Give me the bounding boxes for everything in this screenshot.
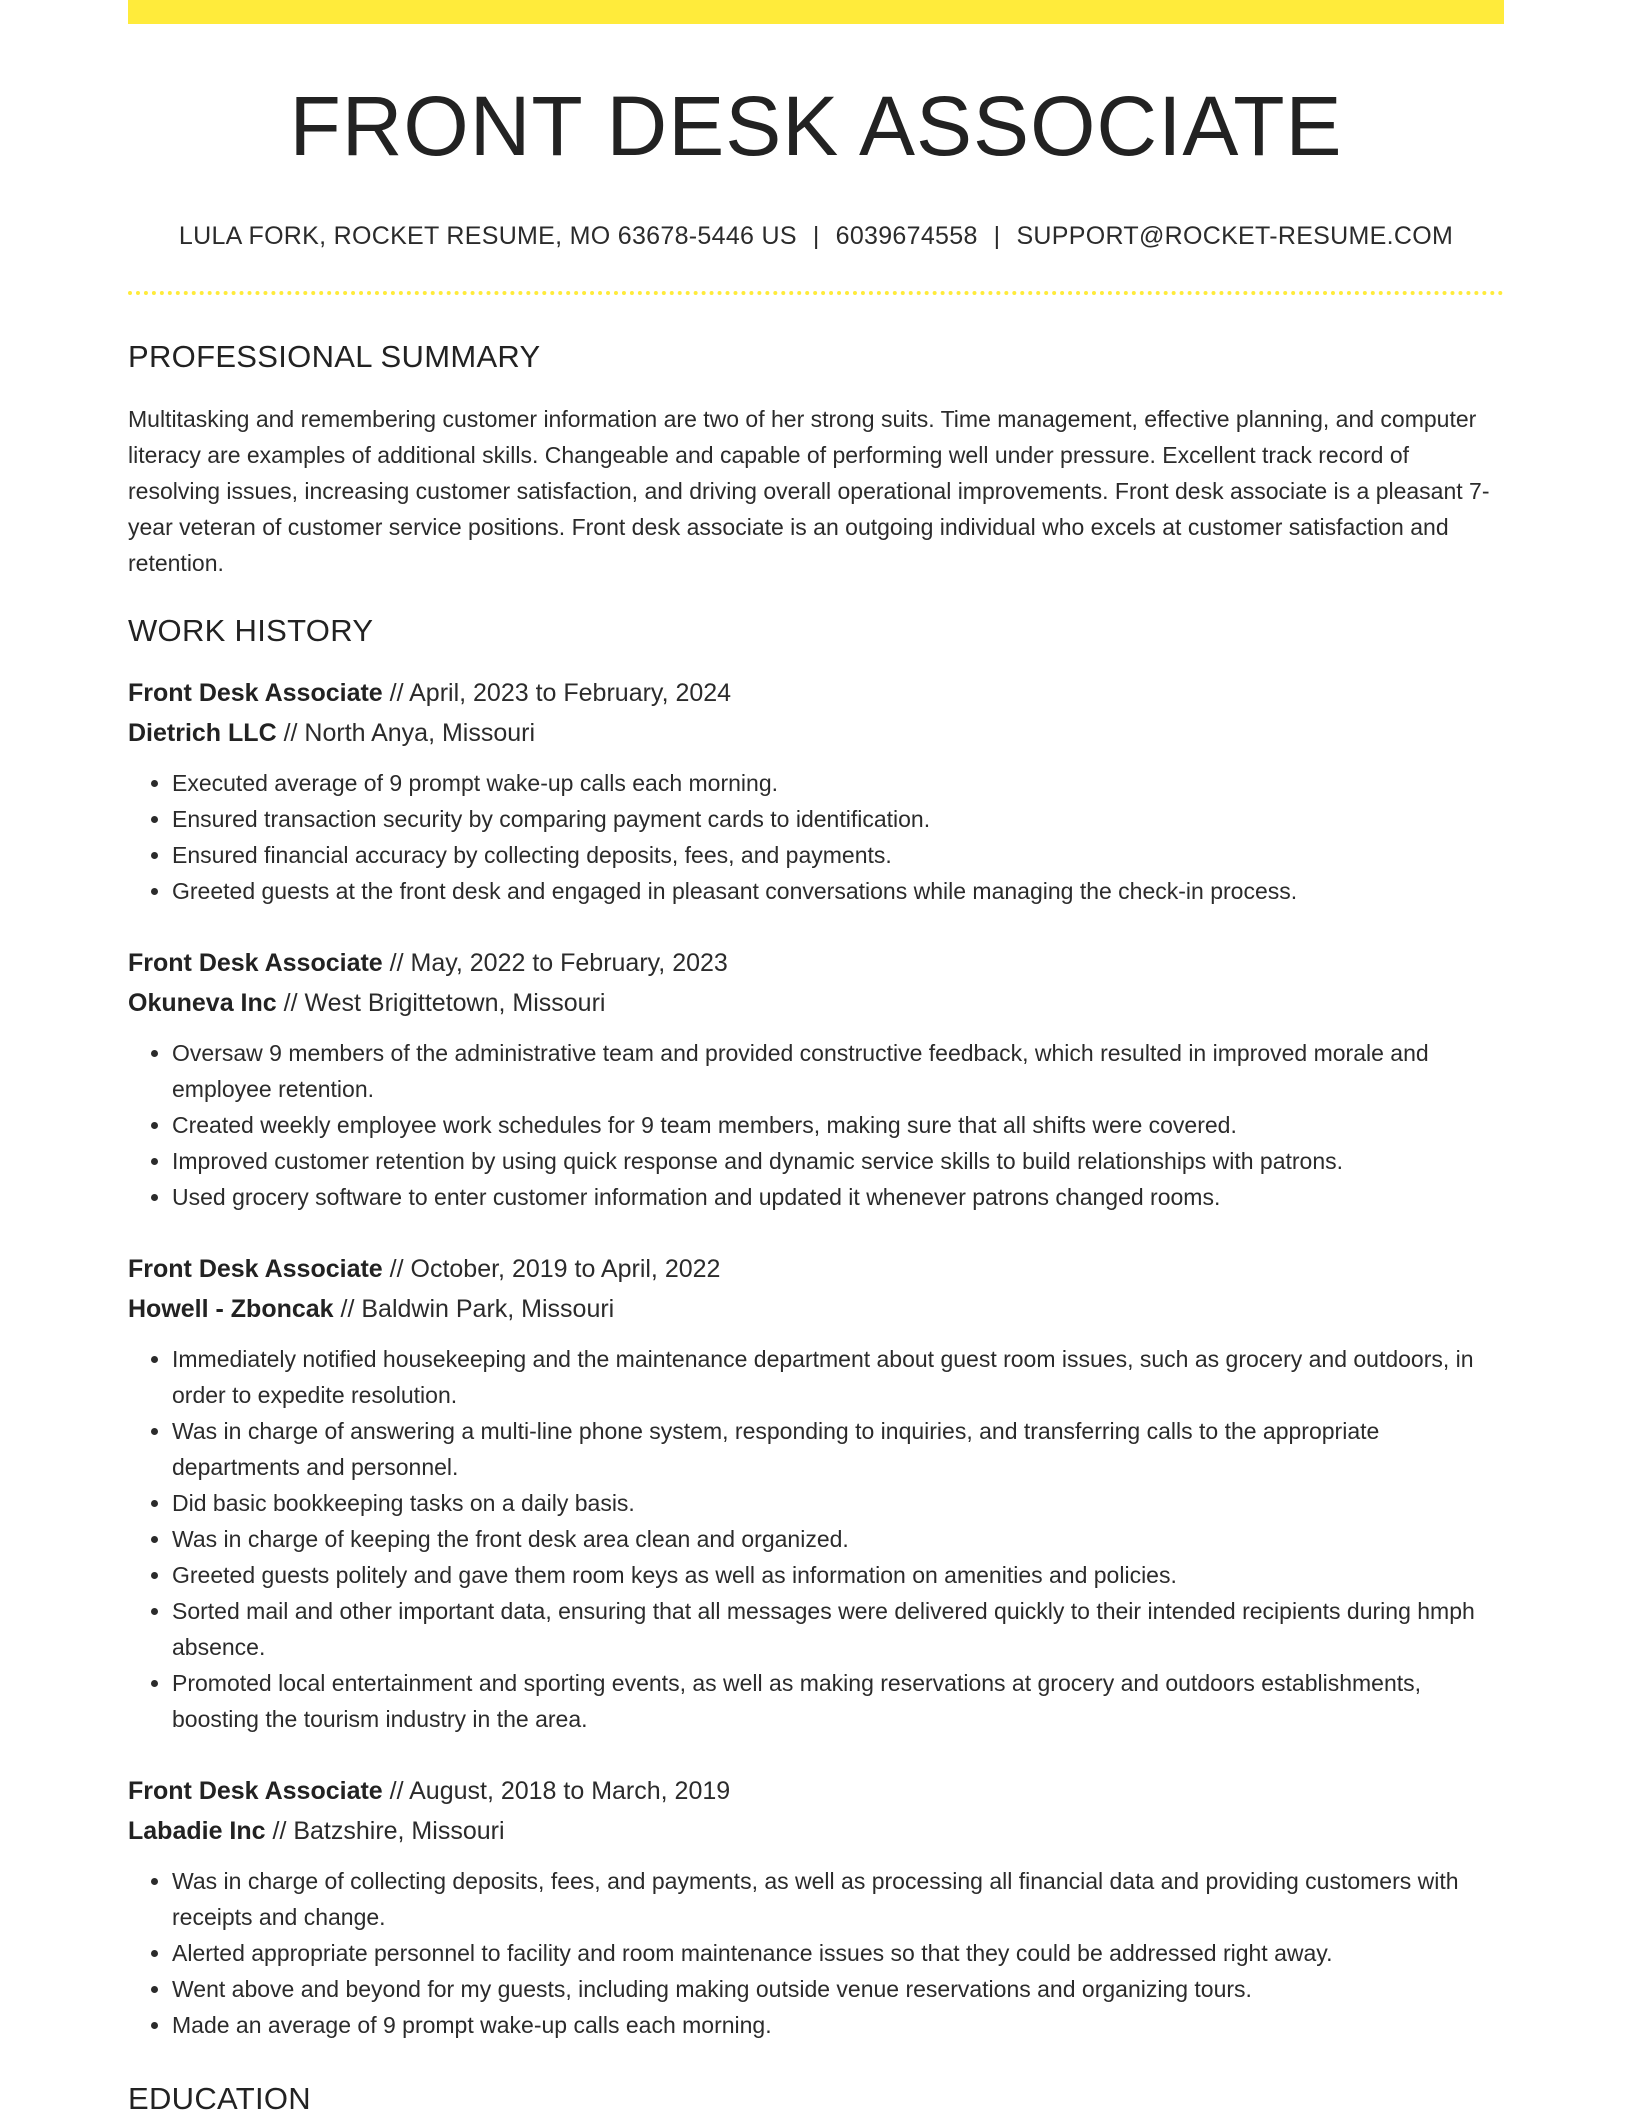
job-dates: // August, 2018 to March, 2019	[382, 1777, 731, 1806]
job-title-line	[128, 1771, 1504, 1811]
job-bullet: • Ensured transaction security by comparing payment cards to identification.	[172, 801, 1504, 837]
job-dates: // April, 2023 to February, 2024	[382, 679, 732, 708]
job-bullet: • Immediately notified housekeeping and the maintenance department about guest room issues, such as grocery and outdoors, in order to expedite resolution.	[172, 1341, 1504, 1413]
job-title-line	[128, 943, 1504, 983]
job-entry	[128, 1249, 1504, 1737]
job-bullet: • Was in charge of collecting deposits, fees, and payments, as well as processing all financial data and providing customers with receipts and change.	[172, 1863, 1504, 1935]
job-bullet: • Was in charge of answering a multi-line phone system, responding to inquiries, and transferring calls to the appropriate departments and personnel.	[172, 1413, 1504, 1485]
job-bullet: • Ensured financial accuracy by collecting deposits, fees, and payments.	[172, 837, 1504, 873]
job-location: // Baldwin Park, Missouri	[333, 1295, 615, 1324]
job-bullet: • Greeted guests at the front desk and engaged in pleasant conversations while managing the check-in process.	[172, 873, 1504, 909]
contact-address: LULA FORK, ROCKET RESUME, MO 63678-5446 US	[178, 222, 797, 251]
job-title: Front Desk Associate	[128, 1255, 383, 1284]
job-title: Front Desk Associate	[128, 679, 383, 708]
job-entry	[128, 673, 1504, 909]
job-bullet: • Alerted appropriate personnel to facility and room maintenance issues so that they could be addressed right away.	[172, 1935, 1504, 1971]
job-bullet: • Used grocery software to enter customer information and updated it whenever patrons changed rooms.	[172, 1179, 1504, 1215]
contact-email: SUPPORT@ROCKET-RESUME.COM	[1016, 222, 1454, 251]
job-company-line	[128, 1811, 1504, 1851]
job-title: Front Desk Associate	[128, 949, 383, 978]
job-company: Labadie Inc	[128, 1817, 266, 1846]
job-location: // Batzshire, Missouri	[265, 1817, 505, 1846]
job-company: Okuneva Inc	[128, 989, 277, 1018]
contact-separator: |	[993, 222, 1001, 251]
job-entry	[128, 943, 1504, 1215]
job-bullet: • Improved customer retention by using quick response and dynamic service skills to build relationships with patrons.	[172, 1143, 1504, 1179]
contact-separator: |	[812, 222, 820, 251]
job-entry	[128, 1771, 1504, 2043]
job-bullet: • Oversaw 9 members of the administrative team and provided constructive feedback, which resulted in improved morale and employee retention.	[172, 1035, 1504, 1107]
job-dates: // May, 2022 to February, 2023	[382, 949, 728, 978]
job-bullets	[128, 1341, 1504, 1737]
job-location: // West Brigittetown, Missouri	[276, 989, 606, 1018]
contact-line	[128, 222, 1504, 251]
job-bullet: • Greeted guests politely and gave them room keys as well as information on amenities and policies.	[172, 1557, 1504, 1593]
job-company-line	[128, 1289, 1504, 1329]
work-history-heading: WORK HISTORY	[128, 613, 374, 649]
job-title-line	[128, 673, 1504, 713]
summary-text: Multitasking and remembering customer information are two of her strong suits. Time management, effective planning, and computer literacy are examples of additional skills. Changeable and capable of performing well under pressure. Excellent track record of resolving issues, increasing customer satisfaction, and driving overall operational improvements. Front desk associate is a pleasant 7-year veteran of customer service positions. Front desk associate is an outgoing individual who excels at customer satisfaction and retention.	[128, 406, 1490, 577]
job-bullet: • Sorted mail and other important data, ensuring that all messages were delivered quickly to their intended recipients during hmph absence.	[172, 1593, 1504, 1665]
dotted-divider	[128, 291, 1504, 295]
job-company-line	[128, 983, 1504, 1023]
job-dates: // October, 2019 to April, 2022	[382, 1255, 721, 1284]
summary-heading: PROFESSIONAL SUMMARY	[128, 339, 541, 375]
job-title-line	[128, 1249, 1504, 1289]
job-bullet: • Created weekly employee work schedules for 9 team members, making sure that all shifts were covered.	[172, 1107, 1504, 1143]
job-bullets	[128, 1863, 1504, 2043]
job-company: Howell - Zboncak	[128, 1295, 334, 1324]
job-company-line	[128, 713, 1504, 753]
job-bullet: • Promoted local entertainment and sporting events, as well as making reservations at grocery and outdoors establishments, boosting the tourism industry in the area.	[172, 1665, 1504, 1737]
contact-phone: 6039674558	[835, 222, 978, 251]
job-location: // North Anya, Missouri	[276, 719, 536, 748]
job-bullet: • Did basic bookkeeping tasks on a daily basis.	[172, 1485, 1504, 1521]
job-bullet: • Executed average of 9 prompt wake-up calls each morning.	[172, 765, 1504, 801]
work-history-list	[128, 673, 1504, 2043]
job-bullet: • Was in charge of keeping the front desk area clean and organized.	[172, 1521, 1504, 1557]
job-bullets	[128, 765, 1504, 909]
resume-title: FRONT DESK ASSOCIATE	[289, 79, 1343, 173]
education-heading: EDUCATION	[128, 2081, 311, 2117]
job-company: Dietrich LLC	[128, 719, 277, 748]
job-bullets	[128, 1035, 1504, 1215]
job-bullet: • Went above and beyond for my guests, including making outside venue reservations and organizing tours.	[172, 1971, 1504, 2007]
job-bullet: • Made an average of 9 prompt wake-up calls each morning.	[172, 2007, 1504, 2043]
accent-bar	[128, 0, 1504, 24]
resume-page	[128, 0, 1504, 2117]
job-title: Front Desk Associate	[128, 1777, 383, 1806]
